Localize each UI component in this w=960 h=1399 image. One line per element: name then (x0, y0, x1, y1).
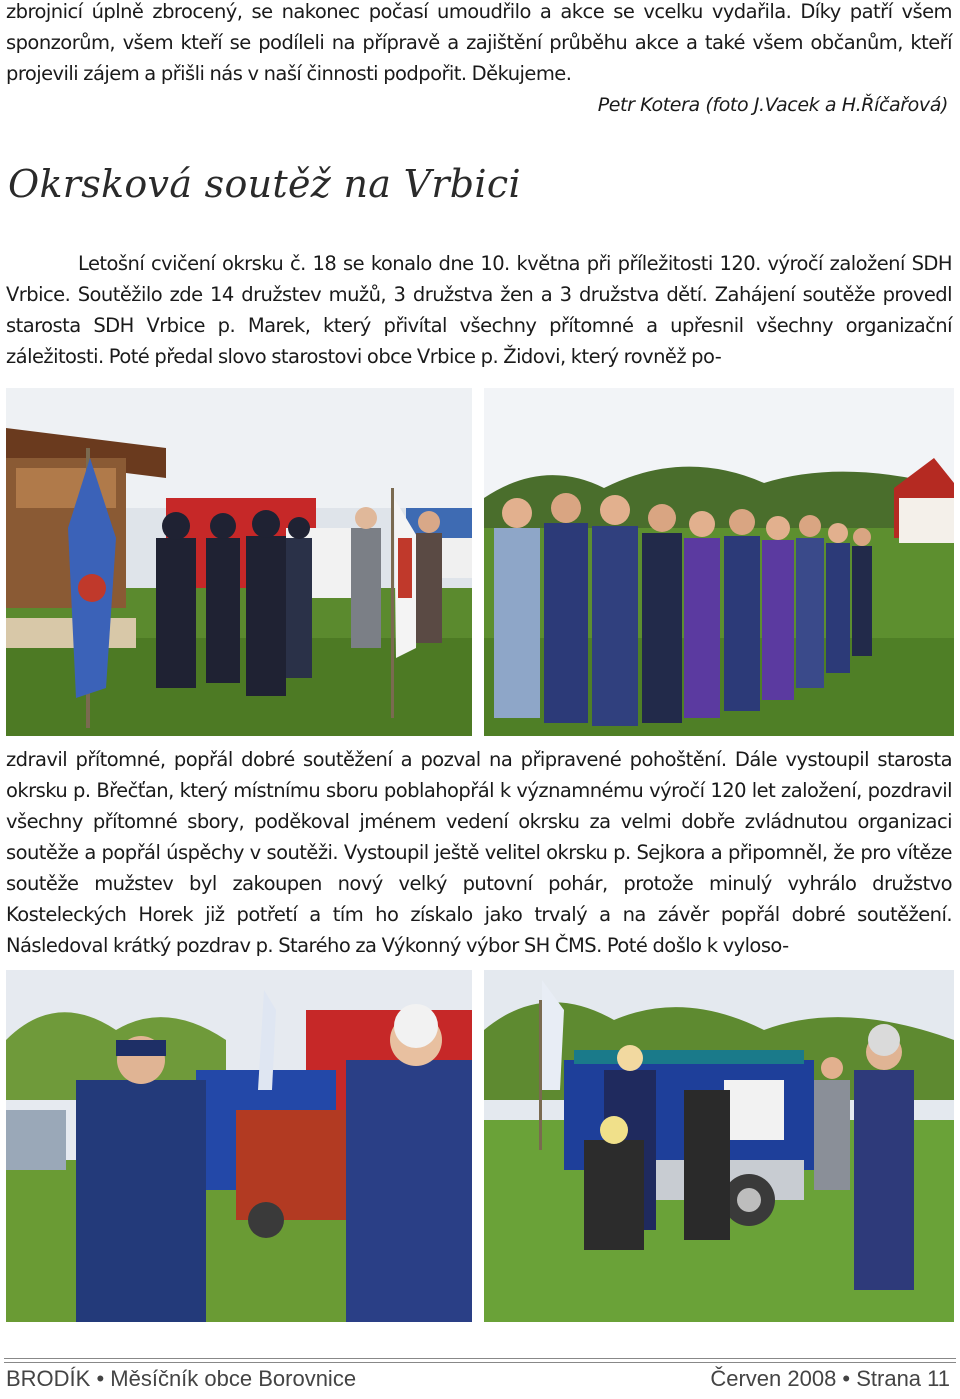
footer-publication: BRODÍK • Měsíčník obce Borovnice (6, 1366, 357, 1391)
article-paragraph-2: zdravil přítomné, popřál dobré soutěžení a pozval na připravené pohoštění. Dále vystoupil starosta okrsku p. Břečťan, který místnímu sboru poblahopřál k významnému výročí 120 let založení, pozdravil všechny přítomné sbory, poděkoval jménem vedení okrsku za velmi dobře zvládnutou organizaci soutěže a popřál úspěchy v soutěži. Vystoupil ještě velitel okrsku p. Sejkora a připomněl, že pro vítěze soutěže mužstev byl zakoupen nový velký putovní pohár, protože minulý vyhrálo družstvo Kosteleckých Horek již potřetí a tím ho získalo jako trvalý a na závěr popřál dobré soutěžení. Následoval krátký pozdrav p. Starého za Výkonný výbor SH ČMS. Poté došlo k vyloso- (6, 748, 952, 957)
photo-fire-pump (6, 970, 472, 1322)
intro-paragraph: zbrojnicí úplně zbrocený, se nakonec počasí umoudřilo a akce se vcelku vydařila. Díky patří všem sponzorům, všem kteří se podíleli na přípravě a zajištění průběhu akce a také všem občanům, kteří projevili zájem a přišli nás v naší činnosti podpořit. Děkujeme. (6, 0, 952, 85)
footer-issue-page: Červen 2008 • Strana 11 (710, 1366, 950, 1391)
article-title: Okrsková soutěž na Vrbici (8, 162, 521, 206)
footer-rule-bottom (4, 1362, 956, 1363)
footer-rule-top (4, 1358, 956, 1359)
photo-team-preparation (484, 970, 954, 1322)
photo-credit: Petr Kotera (foto J.Vacek a H.Říčařová) (597, 94, 948, 116)
photo-teams-lineup (484, 388, 954, 736)
photo-opening-ceremony (6, 388, 472, 736)
page-footer (6, 1364, 950, 1394)
article-paragraph-1: Letošní cvičení okrsku č. 18 se konalo dne 10. května při příležitosti 120. výročí založení SDH Vrbice. Soutěžilo zde 14 družstev mužů, 3 družstva žen a 3 družstva dětí. Zahájení soutěže provedl starosta SDH Vrbice p. Marek, který přivítal všechny přítomné a upřesnil všechny organizační záležitosti. Poté předal slovo starostovi obce Vrbice p. Židovi, který rovněž po- (6, 252, 952, 368)
